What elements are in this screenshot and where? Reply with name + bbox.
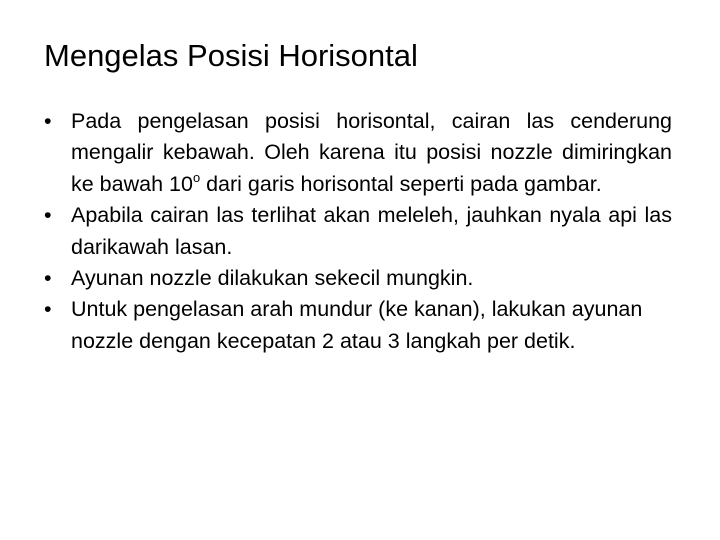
degree-superscript: o <box>192 169 201 185</box>
bullet-1-text-after: dari garis horisontal seperti pada gambar. <box>200 171 602 196</box>
bullet-icon: • <box>44 109 52 133</box>
bullet-icon: • <box>44 297 52 322</box>
bullet-list <box>44 106 672 357</box>
bullet-item-1 <box>44 106 672 200</box>
bullet-item-4 <box>44 294 672 357</box>
bullet-item-2 <box>44 200 672 263</box>
bullet-item-3 <box>44 263 672 294</box>
bullet-3-text: Ayunan nozzle dilakukan sekecil mungkin. <box>71 266 474 291</box>
bullet-icon: • <box>44 266 52 291</box>
bullet-1-text-before: Pada pengelasan posisi horisontal, cairan las cenderung mengalir kebawah. Oleh karena itu posisi nozzle dimiringkan ke bawah 10 <box>71 109 672 196</box>
bullet-2-text: Apabila cairan las terlihat akan meleleh, jauhkan nyala api las darikawah lasan. <box>71 203 672 259</box>
bullet-icon: • <box>44 203 52 228</box>
bullet-4-text: Untuk pengelasan arah mundur (ke kanan), lakukan ayunan nozzle dengan kecepatan 2 atau 3 langkah per detik. <box>71 297 643 353</box>
slide-title: Mengelas Posisi Horisontal <box>44 38 418 73</box>
